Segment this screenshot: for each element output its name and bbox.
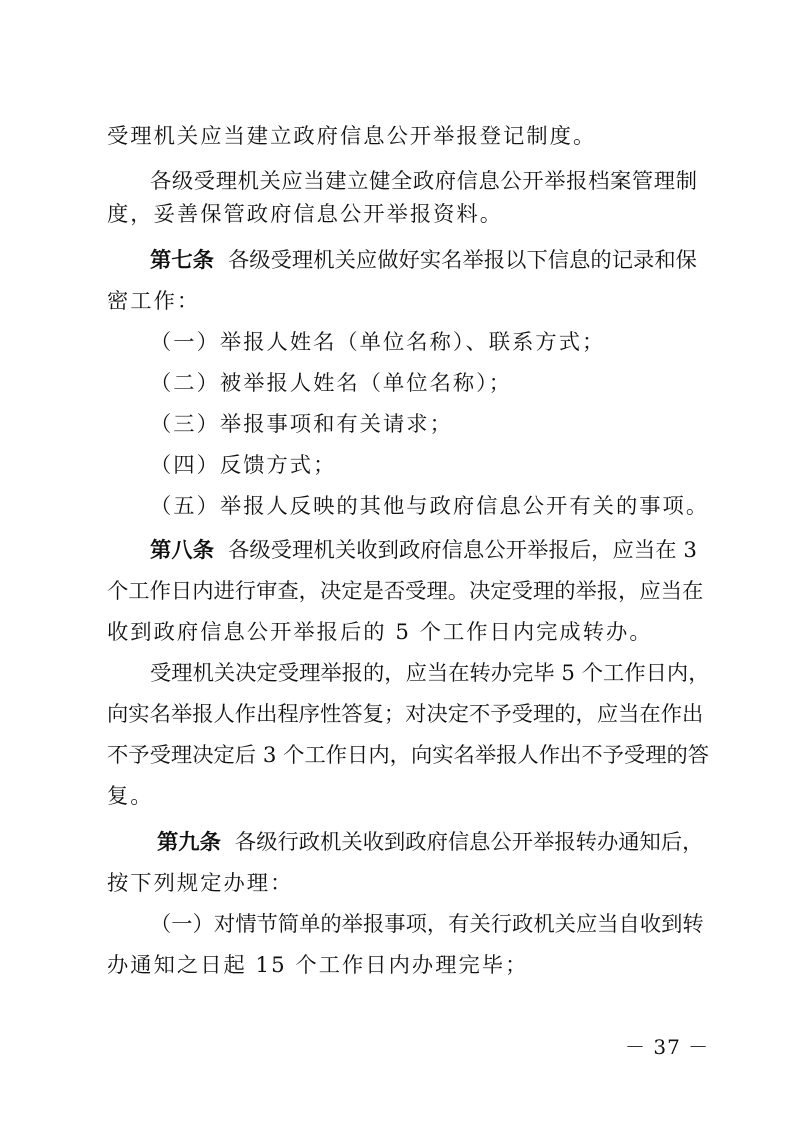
article-heading: 第九条 bbox=[157, 830, 221, 855]
list-item: （四）反馈方式； bbox=[150, 453, 337, 478]
text-line: 复。 bbox=[107, 784, 154, 809]
article-text: 各级行政机关收到政府信息公开举报转办通知后， bbox=[234, 830, 704, 855]
text-line: 收到政府信息公开举报后的 5 个工作日内完成转办。 bbox=[107, 620, 653, 645]
text-line: 个工作日内进行审查，决定是否受理。决定受理的举报，应当在 bbox=[107, 579, 704, 604]
text-line: 按下列规定办理： bbox=[107, 871, 294, 896]
article-heading: 第八条 bbox=[150, 538, 215, 563]
page-number: － 37 － bbox=[625, 1035, 710, 1059]
text-line: 办通知之日起 15 个工作日内办理完毕； bbox=[107, 953, 529, 978]
list-item: （一）举报人姓名（单位名称）、联系方式； bbox=[150, 330, 606, 355]
text-line: 向实名举报人作出程序性答复；对决定不予受理的，应当在作出 bbox=[107, 702, 704, 727]
list-item: （五）举报人反映的其他与政府信息公开有关的事项。 bbox=[150, 494, 710, 519]
article-heading: 第七条 bbox=[150, 248, 214, 273]
article-text: 各级受理机关收到政府信息公开举报后，应当在 3 bbox=[228, 538, 697, 563]
list-item: （一）对情节简单的举报事项，有关行政机关应当自收到转 bbox=[150, 912, 704, 937]
article-seven-line bbox=[150, 247, 697, 275]
article-eight-line bbox=[150, 537, 697, 565]
list-item: （三）举报事项和有关请求； bbox=[150, 412, 453, 437]
article-nine-line bbox=[157, 829, 704, 857]
text-line: 受理机关决定受理举报的，应当在转办完毕 5 个工作日内， bbox=[150, 661, 710, 686]
text-line: 密工作： bbox=[107, 289, 201, 314]
text-line: 度，妥善保管政府信息公开举报资料。 bbox=[107, 202, 504, 227]
text-line: 不予受理决定后 3 个工作日内，向实名举报人作出不予受理的答 bbox=[107, 743, 710, 768]
article-text: 各级受理机关应做好实名举报以下信息的记录和保 bbox=[227, 248, 697, 273]
list-item: （二）被举报人姓名（单位名称）； bbox=[150, 371, 513, 396]
text-line: 各级受理机关应当建立健全政府信息公开举报档案管理制 bbox=[150, 169, 697, 194]
text-line: 受理机关应当建立政府信息公开举报登记制度。 bbox=[107, 124, 597, 149]
